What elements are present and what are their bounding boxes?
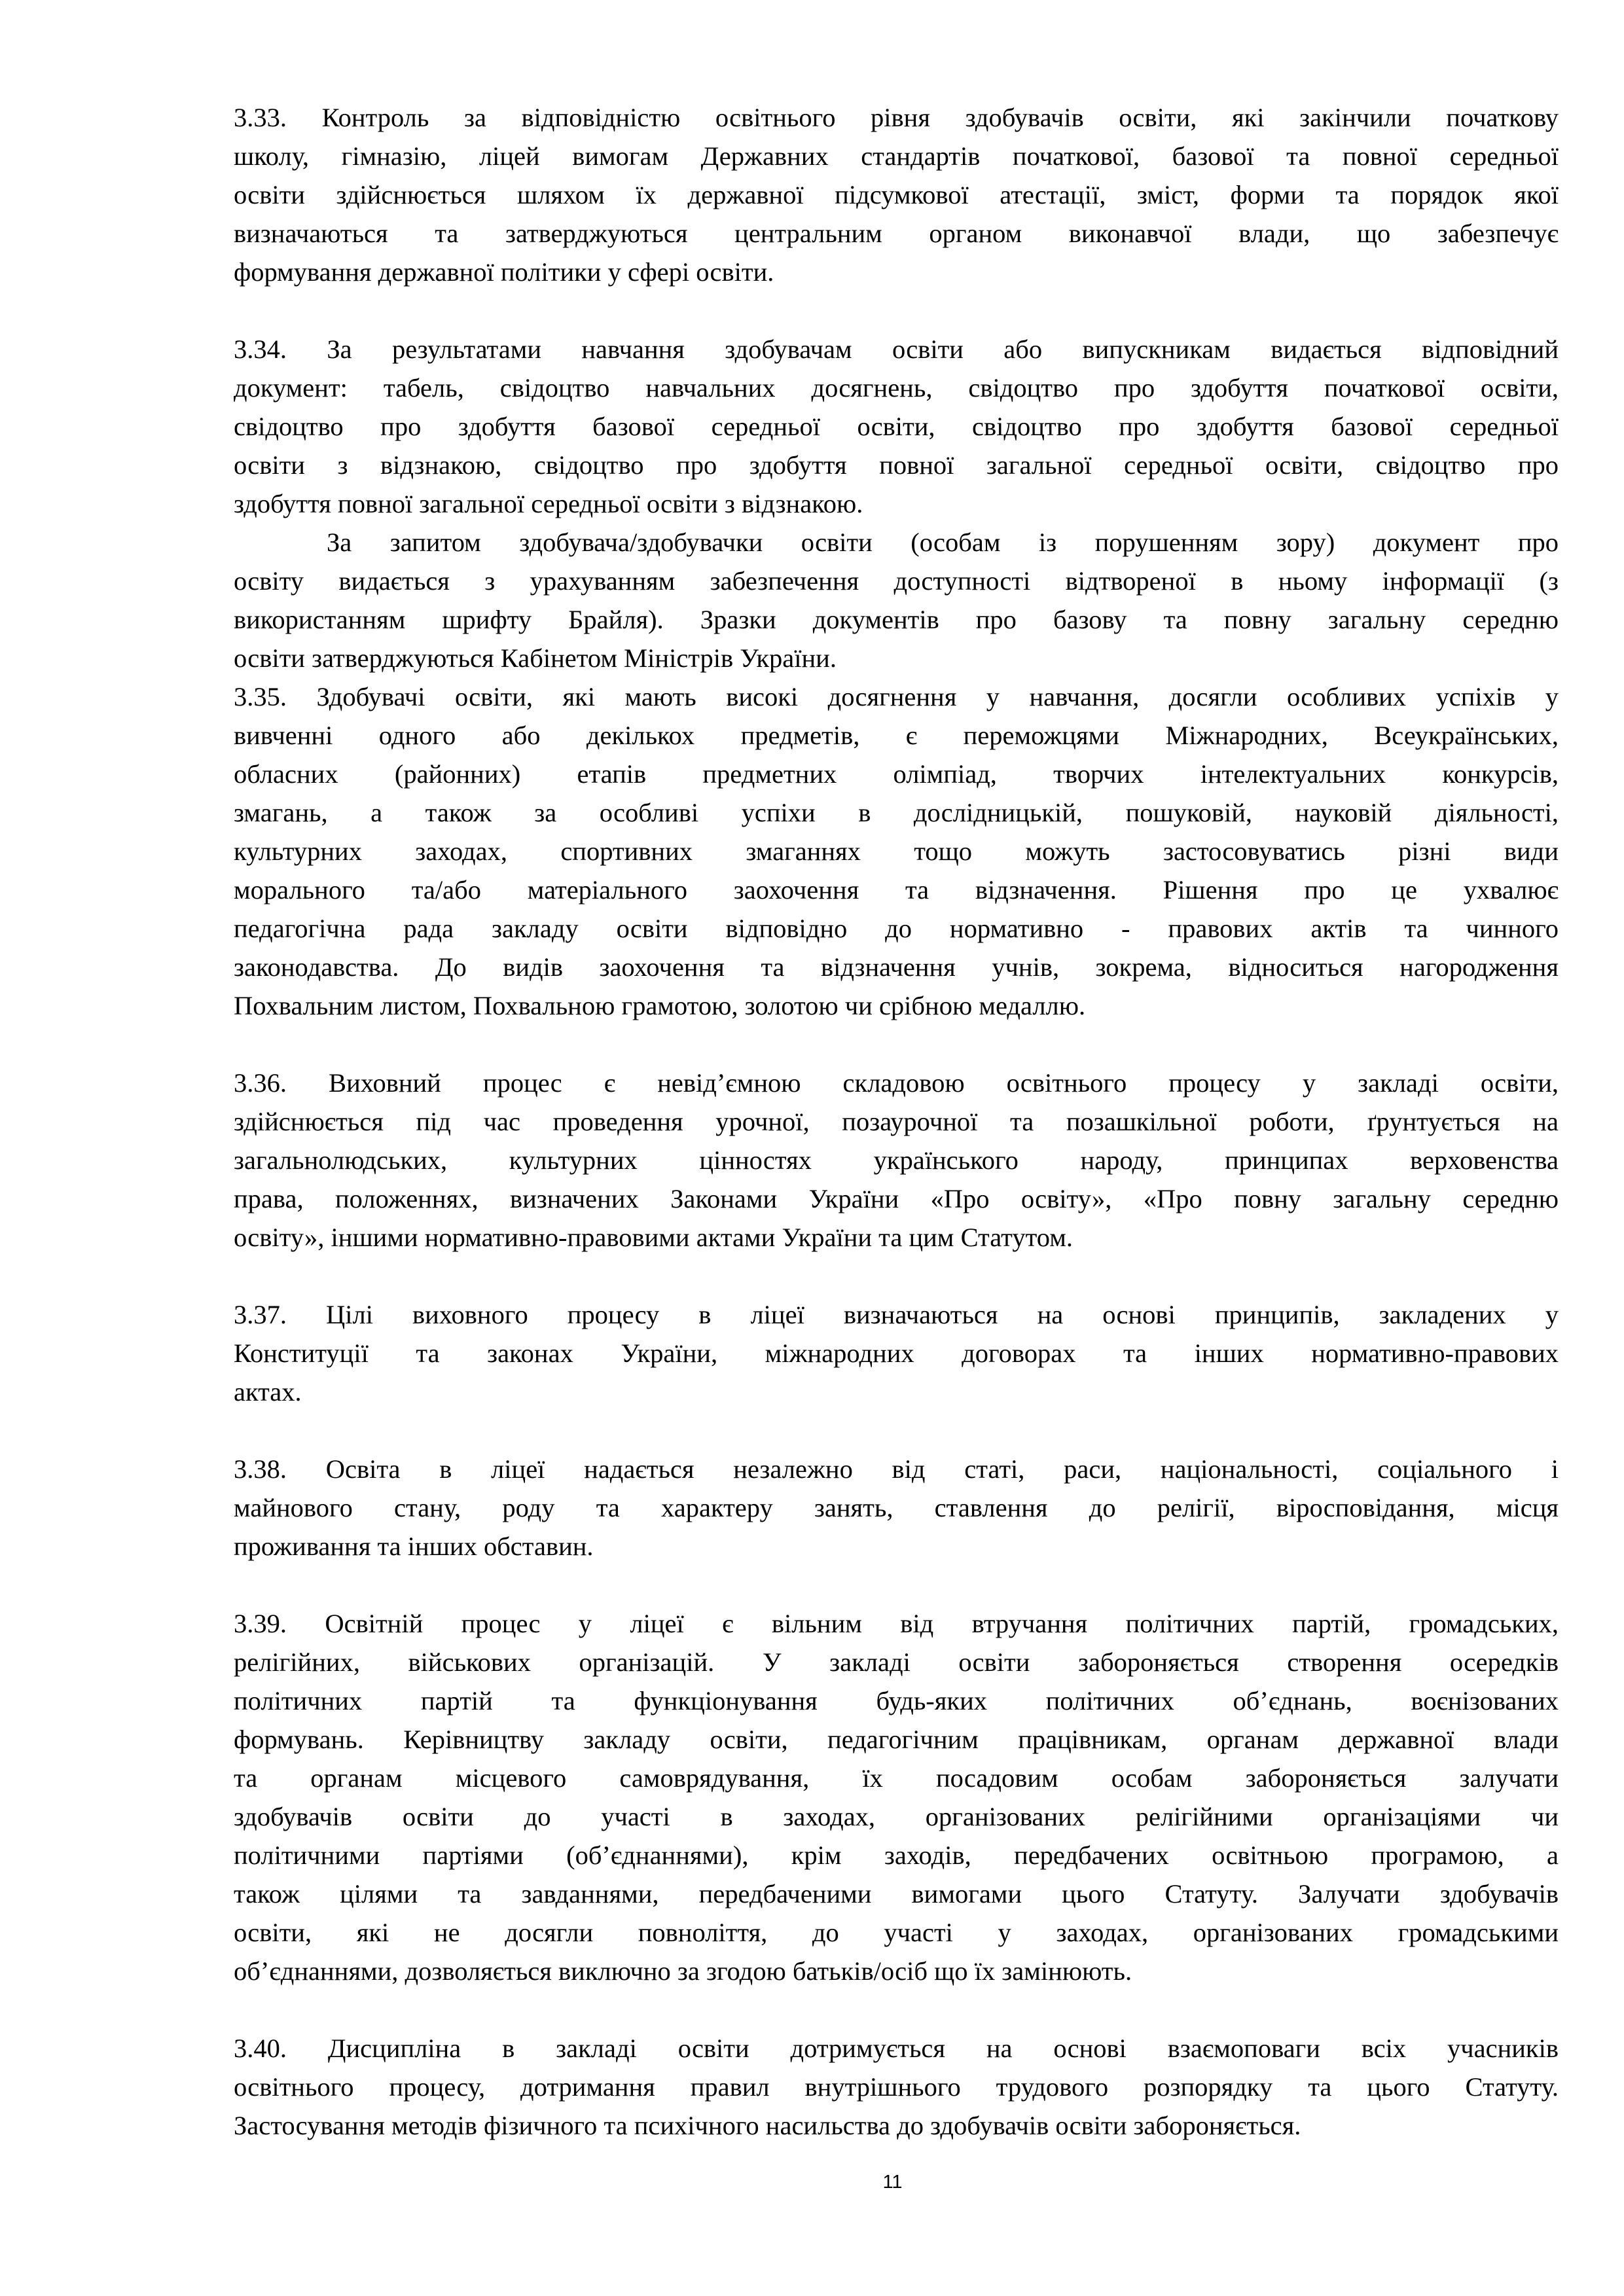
text-line: законодавства. До видів заохочення та відзначення учнів, зокрема, відноситься нагородження xyxy=(234,952,1559,982)
text-line: морального та/або матеріального заохочення та відзначення. Рішення про це ухвалює xyxy=(234,875,1559,905)
text-line: та органам місцевого самоврядування, їх посадовим особам забороняється залучати xyxy=(234,1763,1559,1793)
paragraph-3-33 xyxy=(234,98,1559,291)
text-line: школу, гімназію, ліцей вимогам Державних стандартів початкової, базової та повної середньої xyxy=(234,141,1559,171)
text-line: 3.33. Контроль за відповідністю освітнього рівня здобувачів освіти, які закінчили початкову xyxy=(234,103,1559,132)
text-line: 3.35. Здобувачі освіти, які мають високі досягнення у навчання, досягли особливих успіхів у xyxy=(234,682,1559,711)
text-line: 3.39. Освітній процес у ліцеї є вільним від втручання політичних партій, громадських, xyxy=(234,1609,1559,1638)
text-line: змагань, а також за особливі успіхи в дослідницькій, пошуковій, науковій діяльності, xyxy=(234,798,1559,827)
text-line: формувань. Керівництву закладу освіти, педагогічним працівникам, органам державної влади xyxy=(234,1725,1559,1754)
text-line: актах. xyxy=(234,1377,302,1407)
paragraph-3-37 xyxy=(234,1295,1559,1411)
paragraph-3-40 xyxy=(234,2029,1559,2145)
text-line: 3.34. За результатами навчання здобувачам освіти або випускникам видається відповідний xyxy=(234,334,1559,364)
text-line: освіти з відзнакою, свідоцтво про здобуття повної загальної середньої освіти, свідоцтво про xyxy=(234,450,1559,480)
text-line: 3.36. Виховний процес є невід’ємною складовою освітнього процесу у закладі освіти, xyxy=(234,1068,1559,1098)
text-line: також цілями та завданнями, передбаченими вимогами цього Статуту. Залучати здобувачів xyxy=(234,1879,1559,1909)
paragraph-3-34-braille xyxy=(234,523,1559,677)
text-line: Похвальним листом, Похвальною грамотою, золотою чи срібною медаллю. xyxy=(234,991,1086,1020)
document-body xyxy=(234,98,1559,2145)
text-line: проживання та інших обставин. xyxy=(234,1532,594,1561)
text-line: релігійних, військових організацій. У закладі освіти забороняється створення осередків xyxy=(234,1647,1559,1677)
text-line: здійснюється під час проведення урочної, позаурочної та позашкільної роботи, ґрунтується на xyxy=(234,1107,1559,1136)
text-line: визначаються та затверджуються центральним органом виконавчої влади, що забезпечує xyxy=(234,219,1559,248)
text-line: політичних партій та функціонування будь-яких політичних об’єднань, воєнізованих xyxy=(234,1686,1559,1715)
paragraph-3-39 xyxy=(234,1604,1559,1990)
text-line: вивченні одного або декількох предметів, є переможцями Міжнародних, Всеукраїнських, xyxy=(234,721,1559,750)
text-line: За запитом здобувача/здобувачки освіти (особам із порушенням зору) документ про xyxy=(327,528,1559,557)
text-line: Застосування методів фізичного та психічного насильства до здобувачів освіти забороняється. xyxy=(234,2111,1301,2140)
text-line: обласних (районних) етапів предметних олімпіад, творчих інтелектуальних конкурсів, xyxy=(234,759,1559,789)
text-line: права, положеннях, визначених Законами України «Про освіту», «Про повну загальну середню xyxy=(234,1184,1559,1213)
text-line: формування державної політики у сфері освіти. xyxy=(234,257,774,287)
text-line: Конституції та законах України, міжнародних договорах та інших нормативно-правових xyxy=(234,1338,1559,1368)
text-line: 3.37. Цілі виховного процесу в ліцеї визначаються на основі принципів, закладених у xyxy=(234,1300,1559,1329)
text-line: культурних заходах, спортивних змаганнях тощо можуть застосовуватись різні види xyxy=(234,836,1559,866)
text-line: освітнього процесу, дотримання правил внутрішнього трудового розпорядку та цього Статуту. xyxy=(234,2072,1559,2102)
text-line: використанням шрифту Брайля). Зразки документів про базову та повну загальну середню xyxy=(234,605,1559,634)
text-line: освіти здійснюється шляхом їх державної підсумкової атестації, зміст, форми та порядок якої xyxy=(234,180,1559,209)
text-line: освіту», іншими нормативно-правовими актами України та цим Статутом. xyxy=(234,1223,1073,1252)
text-line: здобуття повної загальної середньої освіти з відзнакою. xyxy=(234,489,863,518)
text-line: педагогічна рада закладу освіти відповідно до нормативно - правових актів та чинного xyxy=(234,914,1559,943)
text-line: політичними партіями (об’єднаннями), крім заходів, передбачених освітньою програмою, а xyxy=(234,1840,1559,1870)
paragraph-3-35 xyxy=(234,677,1559,1025)
text-line: загальнолюдських, культурних цінностях українського народу, принципах верховенства xyxy=(234,1145,1559,1175)
text-line: освіти затверджуються Кабінетом Міністрів України. xyxy=(234,643,837,673)
text-line: здобувачів освіти до участі в заходах, організованих релігійними організаціями чи xyxy=(234,1802,1559,1831)
page-number: 11 xyxy=(882,2172,903,2193)
paragraph-3-38 xyxy=(234,1450,1559,1566)
text-line: 3.38. Освіта в ліцеї надається незалежно від статі, раси, національності, соціального і xyxy=(234,1454,1559,1484)
text-line: об’єднаннями, дозволяється виключно за згодою батьків/осіб що їх замінюють. xyxy=(234,1956,1132,1986)
paragraph-3-34 xyxy=(234,330,1559,523)
text-line: 3.40. Дисципліна в закладі освіти дотримується на основі взаємоповаги всіх учасників xyxy=(234,2034,1559,2063)
paragraph-3-36 xyxy=(234,1064,1559,1257)
text-line: свідоцтво про здобуття базової середньої освіти, свідоцтво про здобуття базової середньої xyxy=(234,412,1559,441)
text-line: майнового стану, роду та характеру занять, ставлення до релігії, віросповідання, місця xyxy=(234,1493,1559,1522)
text-line: документ: табель, свідоцтво навчальних досягнень, свідоцтво про здобуття початкової освіти, xyxy=(234,373,1559,403)
text-line: освіту видається з урахуванням забезпечення доступності відтвореної в ньому інформації (з xyxy=(234,566,1559,596)
text-line: освіти, які не досягли повноліття, до участі у заходах, організованих громадськими xyxy=(234,1918,1559,1947)
